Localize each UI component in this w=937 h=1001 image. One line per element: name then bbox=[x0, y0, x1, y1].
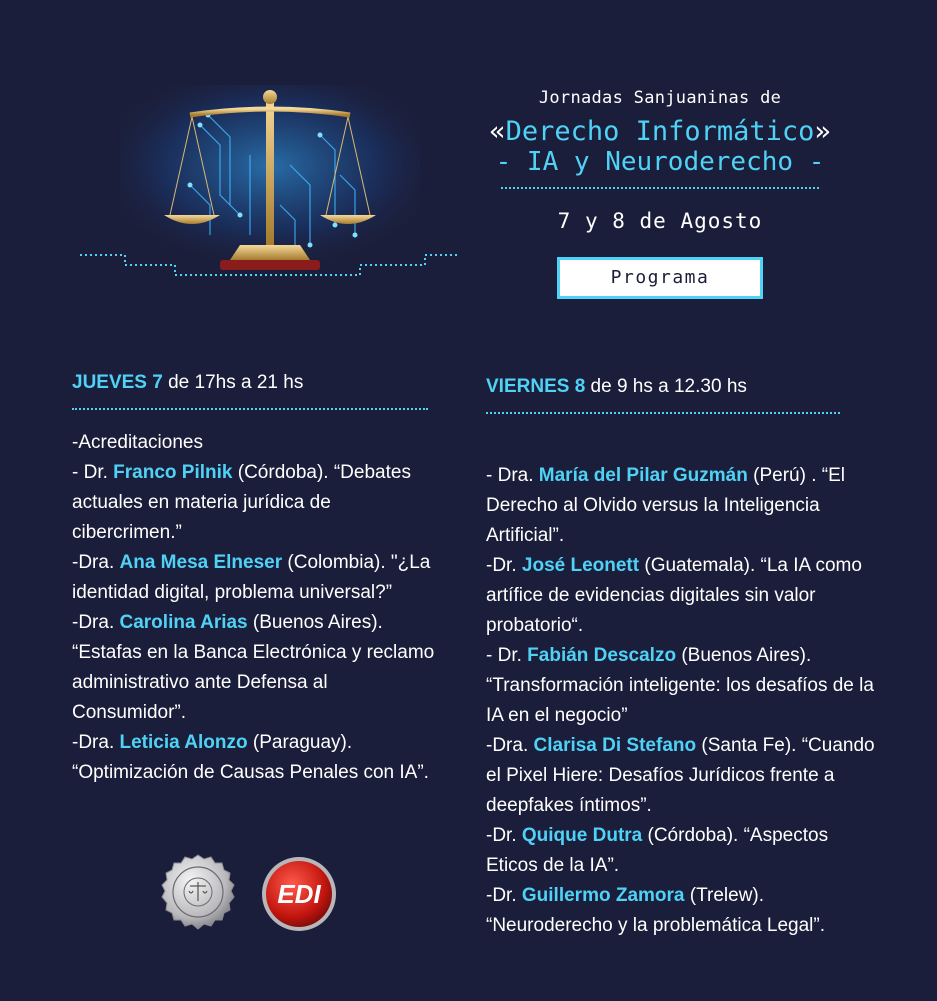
viernes-divider bbox=[486, 412, 840, 414]
jueves-heading bbox=[72, 368, 442, 398]
event-intro: Jornadas Sanjuaninas de bbox=[538, 88, 782, 108]
viernes-day: VIERNES 8 bbox=[486, 376, 586, 397]
foro-abogados-seal-logo bbox=[158, 853, 238, 933]
speaker-name: José Leonett bbox=[521, 555, 640, 576]
quote-close: » bbox=[814, 116, 831, 147]
viernes-time: de 9 hs a 12.30 hs bbox=[585, 376, 747, 397]
scales-of-justice-image bbox=[80, 85, 458, 280]
event-title bbox=[465, 116, 855, 147]
edi-logo-text: EDI bbox=[277, 879, 321, 909]
edi-logo bbox=[260, 855, 338, 933]
list-item: -Dr. Guillermo Zamora (Trelew). “Neuroderecho y la problemática Legal”. bbox=[486, 885, 826, 936]
jueves-column bbox=[72, 368, 442, 788]
list-item: -Dra. Ana Mesa Elneser (Colombia). "¿La identidad digital, problema universal?” bbox=[72, 552, 431, 603]
event-header bbox=[465, 88, 855, 299]
speaker-name: Quique Dutra bbox=[521, 825, 643, 846]
list-item: -Dra. Leticia Alonzo (Paraguay). “Optimización de Causas Penales con IA”. bbox=[72, 732, 429, 783]
list-item: -Dr. José Leonett (Guatemala). “La IA como artífice de evidencias digitales sin valor probatorio“. bbox=[486, 555, 862, 636]
list-item: - Dr. Franco Pilnik (Córdoba). “Debates actuales en materia jurídica de cibercrimen.” bbox=[72, 462, 411, 543]
list-item: -Acreditaciones bbox=[72, 432, 203, 453]
viernes-heading bbox=[486, 372, 881, 402]
speaker-name: María del Pilar Guzmán bbox=[538, 465, 748, 486]
viernes-column bbox=[486, 372, 881, 941]
list-item: - Dr. Fabián Descalzo (Buenos Aires). “Transformación inteligente: los desafíos de la IA en el negocio” bbox=[486, 645, 874, 726]
program-button[interactable]: Programa bbox=[557, 257, 763, 299]
list-item: -Dra. Carolina Arias (Buenos Aires). “Estafas en la Banca Electrónica y reclamo administrativo ante Defensa al Consumidor”. bbox=[72, 612, 435, 723]
speaker-name: Leticia Alonzo bbox=[119, 732, 248, 753]
jueves-day: JUEVES 7 bbox=[72, 372, 163, 393]
jueves-time: de 17hs a 21 hs bbox=[162, 372, 304, 393]
event-subtitle: - IA y Neuroderecho - bbox=[495, 147, 825, 177]
speaker-name: Franco Pilnik bbox=[113, 462, 233, 483]
header-divider bbox=[501, 187, 819, 189]
speaker-name: Clarisa Di Stefano bbox=[533, 735, 697, 756]
viernes-program-list bbox=[486, 461, 881, 941]
list-item: -Dra. Clarisa Di Stefano (Santa Fe). “Cuando el Pixel Hiere: Desafíos Jurídicos frente a deepfakes íntimos”. bbox=[486, 735, 875, 816]
quote-open: « bbox=[489, 116, 506, 147]
sponsor-logos bbox=[158, 853, 340, 935]
list-item: -Dr. Quique Dutra (Córdoba). “Aspectos Eticos de la IA”. bbox=[486, 825, 829, 876]
event-dates: 7 y 8 de Agosto bbox=[557, 209, 763, 233]
list-item: - Dra. María del Pilar Guzmán (Perú) . “El Derecho al Olvido versus la Inteligencia Artificial”. bbox=[486, 465, 845, 546]
speaker-name: Guillermo Zamora bbox=[521, 885, 685, 906]
event-title-text: Derecho Informático bbox=[505, 116, 815, 147]
speaker-name: Fabián Descalzo bbox=[527, 645, 677, 666]
jueves-program-list bbox=[72, 428, 442, 788]
speaker-name: Ana Mesa Elneser bbox=[119, 552, 283, 573]
speaker-name: Carolina Arias bbox=[119, 612, 248, 633]
jueves-divider bbox=[72, 408, 428, 410]
